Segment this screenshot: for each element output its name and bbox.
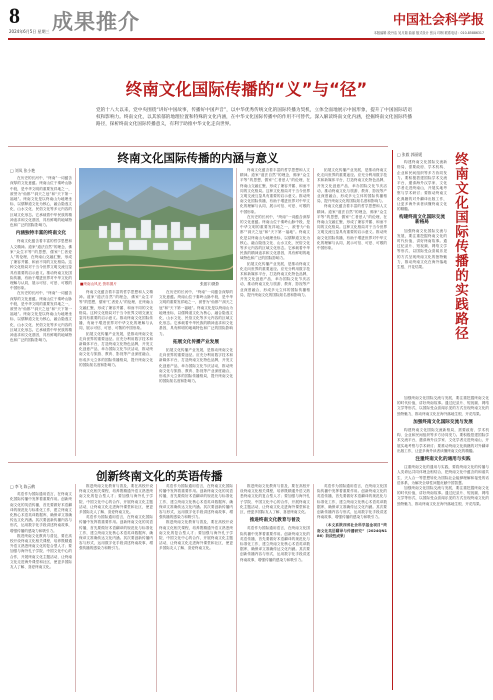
paragraph: 在历史的长河中，“终南”一词蕴含深厚的文化意蕴。终南山位于秦岭山脉中段，是中华文明的重要发祥地之一，被誉为“仙都”“洞天之冠”和“天下第一福地”。终南文化是以终南山为地理坐标，以儒释道文化为核心，融合隐逸文化、山水文化、民俗文化等多元内容的区域文化形态。它承载着中华民族的精神追求和文化基因，具有鲜明的地域特色和广泛的国际影响力。 <box>159 290 233 336</box>
paragraph: 推进终南文化教育与普及，要在高校开设终南文化相关课程，培养既精通外语又熟悉终南文化的复合型人才；要加强与海外孔子学院、中国文化中心的合作，开展终南文化主题活动，让终南文化走进海外课堂和社区，使更多国际友人了解、喜爱终南文化。 <box>159 520 233 551</box>
article-bottom-author: □ 李飞 陈云鹤 <box>10 484 35 489</box>
paragraph: 英语作为国际通用语言，在终南文化国际传播中发挥着重要作用。创新终南文化的英语传播，首先要做好术语翻译的规范化与标准化工作，建立终南文化核心术语英译数据库，确保译文准确传达文化内涵。其次要创新传播内容与形式，运用数字化手段讲述终南故事，增强传播的感染力和吸引力。 <box>240 526 310 562</box>
banner-rule <box>8 146 388 147</box>
masthead: 中国社会科学报 <box>392 13 484 28</box>
paragraph: 推进终南文化教育与普及，要在高校开设终南文化相关课程，培养既精通外语又熟悉终南文化的复合型人才；要加强与海外孔子学院、中国文化中心的合作，开展终南文化主题活动，让终南文化走进海外课堂和社区，使更多国际友人了解、喜爱终南文化。 <box>10 533 72 570</box>
paragraph: 推进终南文化教育与普及，要在高校开设终南文化相关课程，培养既精通外语又熟悉终南文化的复合型人才；要加强与海外孔子学院、中国文化中心的合作，开展终南文化主题活动，让终南文化走进海外课堂和社区，使更多国际友人了解、喜爱终南文化。 <box>79 484 153 515</box>
article-bottom-col-5 <box>317 484 387 692</box>
article-right-subhead-1: 构建终南文化国际交流新格局 <box>399 215 445 226</box>
page-number: 8 <box>9 3 20 28</box>
paragraph: 拓展文化传播产业发展，是推动终南文化走向世界的重要途径。应充分利用数字技术和新媒体平台，打造终南文化特色品牌，开发文化创意产品，举办国际文化节庆活动，推动终南文化与旅游、教育、影视等产业深度融合，形成多元立体的国际传播格局，提升终南文化的国际知名度和影响力。 <box>317 168 387 204</box>
article-top-col-5 <box>317 168 387 456</box>
article-top-author: □ 刘凤 张小艳 <box>10 168 35 173</box>
paragraph: 加强终南文化国际交流与发展，要注重挖掘终南文化的时代价值，讲好终南故事。通过纪录片、短视频、网络文学等形式，以国际受众喜闻乐见的方式呈现终南文化的独特魅力，推动终南文化在海外落地生根、开花结果。 <box>397 486 489 506</box>
article-bottom-col-4 <box>240 484 310 692</box>
column-divider <box>236 168 237 456</box>
paragraph: 终南文化蕴含着丰富的哲学思想和人文精神。道家“道法自然”的理念，佛家“众生平等”的思想，儒家“仁者爱人”的伦理，在终南山交融汇聚，形成了兼容并蓄、和而不同的文化格局。这种文化格局对于当今世界文明交流互鉴具有重要的启示意义。推动终南文化国际传播，有助于增进世界对中华文化的理解与认同，展示可信、可爱、可敬的中国形象。 <box>10 239 72 291</box>
banner-deck: 党的十八大以来，党中央围绕“讲好中国故事，传播好中国声音”，以中华优秀传统文化的国际传播为契机，立体全面地展示中国形象，提升了中国国际话语权和影响力。终南文化，以其浓郁的地理位置和特殊的文化内涵，在中华文化国际传播中的作用不可替代。深入解读终南文化内涵，挖掘终南文化国际传播路径，探析终南文化国际传播意义，有利于助推中华文化走向世界。 <box>96 108 412 127</box>
header-rule <box>8 38 485 40</box>
date-line: 2024年6月5日 星期三 <box>9 29 50 34</box>
masthead-info: 本版编辑 段丹洁 吴月瑞 曲丽 版式设计 张兵 印制 联系电话：010-85886317 <box>373 31 484 35</box>
article-right-col-1 <box>397 152 447 392</box>
article-bottom-title: 创新终南文化的英语传播 <box>96 469 223 483</box>
paragraph: 在历史的长河中，“终南”一词蕴含深厚的文化意蕴。终南山位于秦岭山脉中段，是中华文明的重要发祥地之一，被誉为“仙都”“洞天之冠”和“天下第一福地”。终南文化是以终南山为地理坐标，以儒释道文化为核心，融合隐逸文化、山水文化、民俗文化等多元内容的区域文化形态。它承载着中华民族的精神追求和文化基因，具有鲜明的地域特色和广泛的国际影响力。 <box>240 214 310 261</box>
section-title: 成果推介 <box>52 10 140 34</box>
article-right-subhead-3: 注重终南文化的通用与实践 <box>415 457 471 463</box>
paragraph: 拓展文化传播产业发展，是推动终南文化走向世界的重要途径。应充分利用数字技术和新媒体平台，打造终南文化特色品牌，开发文化创意产品，举办国际文化节庆活动，推动终南文化与旅游、教育、影视等产业深度融合，形成多元立体的国际传播格局，提升终南文化的国际知名度和影响力。 <box>159 348 233 384</box>
paragraph: 加强终南文化国际交流与发展，要注重挖掘终南文化的时代价值，讲好终南故事。通过纪录片、短视频、网络文学等形式，以国际受众喜闻乐见的方式呈现终南文化的独特魅力，推动终南文化在海外落地生根、开花结果。 <box>397 228 447 270</box>
article-right-title: 终南文化国际传播的实践路径 <box>452 152 468 341</box>
article-bottom-note: （本文系陕西省社会科学基金项目“终南文化英语翻译与传播研究”（2024QN186）阶段性成果） <box>317 523 387 538</box>
article-right-col-2 <box>397 396 489 690</box>
landscape-photo <box>79 168 233 280</box>
column-divider <box>313 168 314 456</box>
paragraph: 终南文化蕴含着丰富的哲学思想和人文精神。道家“道法自然”的理念，佛家“众生平等”的思想，儒家“仁者爱人”的伦理，在终南山交融汇聚，形成了兼容并蓄、和而不同的文化格局。这种文化格局对于当今世界文明交流互鉴具有重要的启示意义。推动终南文化国际传播，有助于增进世界对中华文化的理解与认同，展示可信、可爱、可敬的中国形象。 <box>79 290 153 331</box>
paragraph: 在历史的长河中，“终南”一词蕴含深厚的文化意蕴。终南山位于秦岭山脉中段，是中华文明的重要发祥地之一，被誉为“仙都”“洞天之冠”和“天下第一福地”。终南文化是以终南山为地理坐标，以儒释道文化为核心，融合隐逸文化、山水文化、民俗文化等多元内容的区域文化形态。它承载着中华民族的精神追求和文化基因，具有鲜明的地域特色和广泛的国际影响力。 <box>10 176 72 228</box>
article-bottom-col-2 <box>79 484 153 692</box>
article-top-col-1 <box>10 168 72 456</box>
article-bottom-col-1 <box>10 484 72 692</box>
paragraph: 推进终南文化教育与普及，要在高校开设终南文化相关课程，培养既精通外语又熟悉终南文化的复合型人才；要加强与海外孔子学院、中国文化中心的合作，开展终南文化主题活动，让终南文化走进海外课堂和社区，使更多国际友人了解、喜爱终南文化。 <box>240 484 310 515</box>
paragraph: 构建终南文化国际交流新格局，需要政府、学术机构、企业和民间组织等多方协同发力。要积极搭建国际学术交流平台，邀请海外汉学家、文化学者走进终南山，开展实地考察与学术研讨；要推动终南文化典籍的对外翻译出版工作，让更多海外读者读懂终南文化的精髓。 <box>397 428 489 453</box>
column-divider <box>75 168 76 456</box>
column-divider <box>156 484 157 692</box>
paragraph: 终南文化蕴含着丰富的哲学思想和人文精神。道家“道法自然”的理念，佛家“众生平等”的思想，儒家“仁者爱人”的伦理，在终南山交融汇聚，形成了兼容并蓄、和而不同的文化格局。这种文化格局对于当今世界文明交流互鉴具有重要的启示意义。推动终南文化国际传播，有助于增进世界对中华文化的理解与认同，展示可信、可爱、可敬的中国形象。 <box>240 168 310 214</box>
column-divider <box>75 484 76 692</box>
article-right-author: □ 张毅 郭丽媛 <box>397 152 422 157</box>
banner-title: 终南文化国际传播的“义”与“径” <box>125 80 368 99</box>
paragraph: 英语作为国际通用语言，在终南文化国际传播中发挥着重要作用。创新终南文化的英语传播，首先要做好术语翻译的规范化与标准化工作，建立终南文化核心术语英译数据库，确保译文准确传达文化内涵。其次要创新传播内容与形式，运用数字化手段讲述终南故事，增强传播的感染力和吸引力。 <box>79 515 153 551</box>
photo-caption: ■终南山风光 资料图片 <box>80 282 117 286</box>
right-article-divider <box>392 150 393 690</box>
article-bottom-col-3 <box>159 484 233 692</box>
article-top-title: 终南文化国际传播的内涵与意义 <box>117 151 279 165</box>
paragraph: 构建终南文化国际交流新格局，需要政府、学术机构、企业和民间组织等多方协同发力。要积极搭建国际学术交流平台，邀请海外汉学家、文化学者走进终南山，开展实地考察与学术研讨；要推动终南文化典籍的对外翻译出版工作，让更多海外读者读懂终南文化的精髓。 <box>397 160 447 212</box>
article-top-subhead-2: 拓展文化传播产业发展 <box>173 339 219 345</box>
paragraph: 英语作为国际通用语言，在终南文化国际传播中发挥着重要作用。创新终南文化的英语传播，首先要做好术语翻译的规范化与标准化工作，建立终南文化核心术语英译数据库，确保译文准确传达文化内涵。其次要创新传播内容与形式，运用数字化手段讲述终南故事，增强传播的感染力和吸引力。 <box>317 484 387 520</box>
article-top-col-3 <box>159 290 233 456</box>
article-top-col-4 <box>240 168 310 456</box>
article-right-subhead-2: 加强终南文化国际交流与发展 <box>413 419 473 425</box>
article-top-col-2 <box>79 290 153 456</box>
paragraph: 拓展文化传播产业发展，是推动终南文化走向世界的重要途径。应充分利用数字技术和新媒体平台，打造终南文化特色品牌，开发文化创意产品，举办国际文化节庆活动，推动终南文化与旅游、教育、影视等产业深度融合，形成多元立体的国际传播格局，提升终南文化的国际知名度和影响力。 <box>240 261 310 297</box>
column-divider <box>236 484 237 692</box>
column-divider <box>313 484 314 692</box>
paragraph: 在历史的长河中，“终南”一词蕴含深厚的文化意蕴。终南山位于秦岭山脉中段，是中华文明的重要发祥地之一，被誉为“仙都”“洞天之冠”和“天下第一福地”。终南文化是以终南山为地理坐标，以儒释道文化为核心，融合隐逸文化、山水文化、民俗文化等多元内容的区域文化形态。它承载着中华民族的精神追求和文化基因，具有鲜明的地域特色和广泛的国际影响力。 <box>10 291 72 343</box>
article-bottom-subhead-1: 推进终南文化教育与普及 <box>249 518 301 524</box>
article-top-subhead-1: 内涵独特丰富的终南文化 <box>15 231 67 237</box>
paragraph: 英语作为国际通用语言，在终南文化国际传播中发挥着重要作用。创新终南文化的英语传播，首先要做好术语翻译的规范化与标准化工作，建立终南文化核心术语英译数据库，确保译文准确传达文化内涵。其次要创新传播内容与形式，运用数字化手段讲述终南故事，增强传播的感染力和吸引力。 <box>10 492 72 533</box>
section-rule <box>8 462 388 463</box>
paragraph: 加强终南文化国际交流与发展，要注重挖掘终南文化的时代价值，讲好终南故事。通过纪录片、短视频、网络文学等形式，以国际受众喜闻乐见的方式呈现终南文化的独特魅力，推动终南文化在海外落地生根、开花结果。 <box>397 396 489 416</box>
paragraph: 终南文化蕴含着丰富的哲学思想和人文精神。道家“道法自然”的理念，佛家“众生平等”的思想，儒家“仁者爱人”的伦理，在终南山交融汇聚，形成了兼容并蓄、和而不同的文化格局。这种文化格局对于当今世界文明交流互鉴具有重要的启示意义。推动终南文化国际传播，有助于增进世界对中华文化的理解与认同，展示可信、可爱、可敬的中国形象。 <box>317 204 387 251</box>
paragraph: 拓展文化传播产业发展，是推动终南文化走向世界的重要途径。应充分利用数字技术和新媒体平台，打造终南文化特色品牌，开发文化创意产品，举办国际文化节庆活动，推动终南文化与旅游、教育、影视等产业深度融合，形成多元立体的国际传播格局，提升终南文化的国际知名度和影响力。 <box>79 331 153 367</box>
paragraph: 注重终南文化的通用与实践，要将终南文化的传播与人类命运共同体理念相结合，把终南文化中蕴含的和谐共生、天人合一等思想转化为国际社会能够理解和接受的话语体系，为解决全球性问题贡献中国智慧。 <box>397 465 489 485</box>
paragraph: 英语作为国际通用语言，在终南文化国际传播中发挥着重要作用。创新终南文化的英语传播，首先要做好术语翻译的规范化与标准化工作，建立终南文化核心术语英译数据库，确保译文准确传达文化内涵。其次要创新传播内容与形式，运用数字化手段讲述终南故事，增强传播的感染力和吸引力。 <box>159 484 233 520</box>
photo-credit: 张振宇/摄影 <box>200 282 220 286</box>
